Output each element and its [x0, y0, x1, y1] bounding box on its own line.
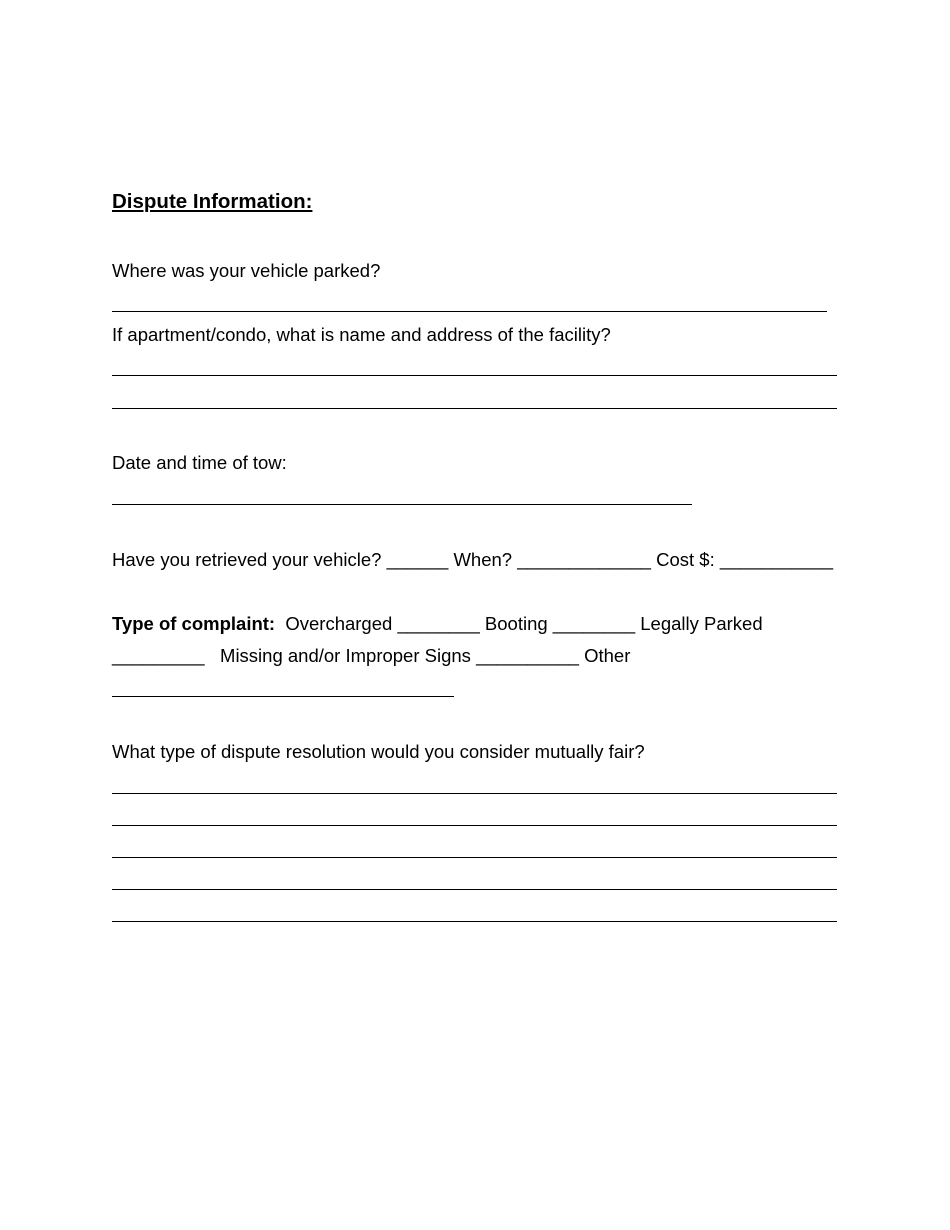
answer-line-resolution-2[interactable] — [112, 825, 837, 826]
overcharged-label: Overcharged — [285, 613, 393, 634]
missing-signs-blank[interactable]: __________ — [476, 645, 579, 666]
other-label: Other — [584, 645, 631, 666]
complaint-label: Type of complaint: — [112, 613, 276, 634]
question-resolution: What type of dispute resolution would you consider mutually fair? — [112, 741, 645, 762]
when-label: When? — [453, 549, 513, 570]
overcharged-blank[interactable]: ________ — [397, 613, 480, 634]
retrieved-blank[interactable]: ______ — [386, 549, 449, 570]
missing-signs-label: Missing and/or Improper Signs — [220, 645, 471, 666]
cost-label: Cost $: — [656, 549, 715, 570]
answer-line-facility-1[interactable] — [112, 375, 837, 376]
answer-line-facility-2[interactable] — [112, 408, 837, 409]
answer-line-resolution-4[interactable] — [112, 889, 837, 890]
answer-line-vehicle-parked[interactable] — [112, 311, 827, 312]
legally-parked-label: Legally Parked — [640, 613, 763, 634]
answer-line-date-time-tow[interactable] — [112, 504, 692, 505]
answer-line-resolution-3[interactable] — [112, 857, 837, 858]
question-retrieved: Have you retrieved your vehicle? — [112, 549, 382, 570]
answer-line-resolution-1[interactable] — [112, 793, 837, 794]
complaint-row-1 — [112, 613, 763, 635]
retrieved-row — [112, 549, 833, 571]
section-heading: Dispute Information: — [112, 190, 313, 213]
when-blank[interactable]: _____________ — [517, 549, 651, 570]
legally-parked-blank[interactable]: _________ — [112, 645, 205, 666]
question-facility: If apartment/condo, what is name and address of the facility? — [112, 324, 611, 345]
cost-blank[interactable]: ___________ — [719, 549, 834, 570]
answer-line-resolution-5[interactable] — [112, 921, 837, 922]
question-vehicle-parked: Where was your vehicle parked? — [112, 260, 381, 281]
other-answer-line[interactable] — [112, 696, 454, 697]
question-date-time-tow: Date and time of tow: — [112, 452, 287, 473]
booting-label: Booting — [484, 613, 548, 634]
booting-blank[interactable]: ________ — [552, 613, 636, 634]
complaint-row-2 — [112, 645, 630, 667]
